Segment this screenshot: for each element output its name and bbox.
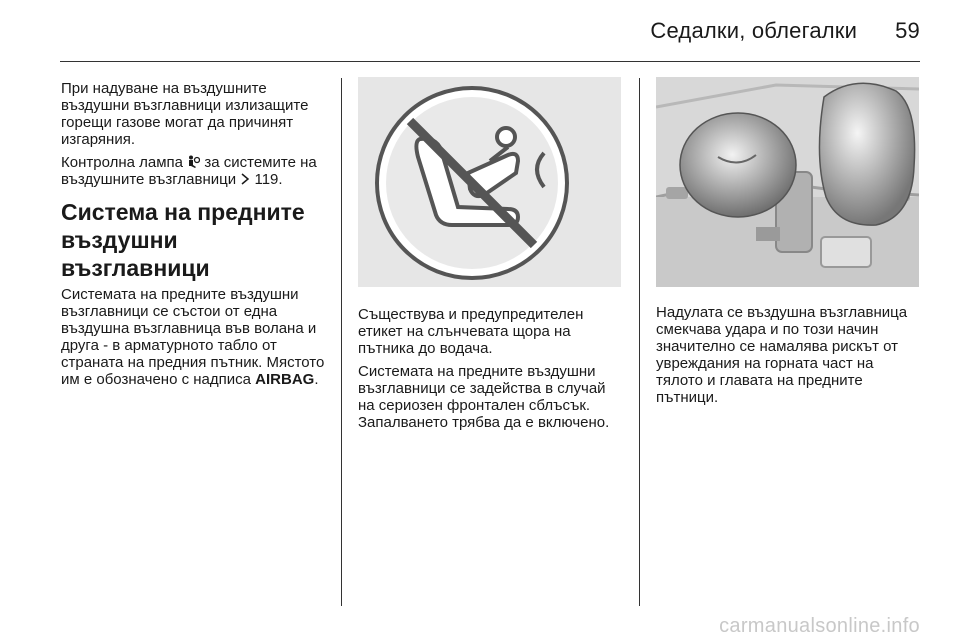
paragraph-system-description: Системата на предните въздушни възглавници се състои от една въздушна възглавница във волана и друга - в арматурното табло от страната на предния пътник. Мястото им е обозначено с надписа AIRBAG. [61, 286, 325, 388]
deployed-airbags-illustration [656, 77, 919, 287]
text-column-2 [358, 306, 626, 437]
header-divider [60, 61, 920, 62]
page-reference-link[interactable]: 119. [254, 171, 283, 188]
column-divider-2 [639, 78, 640, 606]
text-column-3 [656, 304, 924, 412]
page-title: Седалки, облегалки 59 [650, 18, 920, 43]
deployed-airbags-figure [656, 77, 919, 287]
airbag-label: AIRBAG [255, 371, 315, 388]
paragraph-control-lamp: Контролна лампа за системите на въздушните възглавници 119. [61, 154, 317, 188]
section-heading: Система на предните въздушни възглавници [61, 199, 305, 281]
paragraph-warning-label: Съществува и предупредителен етикет на слънчевата щора на пътника до водача. [358, 306, 584, 357]
watermark-url: carmanualsonline.info [719, 615, 920, 637]
text-column-1 [61, 80, 329, 394]
paragraph-burn-warning: При надуване на въздушните въздушни възглавници излизащите горещи газове могат да причинят изгаряния. [61, 80, 309, 148]
page-number: 59 [895, 18, 920, 43]
no-rear-facing-child-seat-icon [358, 77, 621, 287]
paragraph-deployment: Системата на предните въздушни възглавници се задейства в случай на сериозен фронтален сблъсък. Запалването трябва да е включено. [358, 363, 610, 431]
airbag-warning-lamp-icon [187, 155, 200, 169]
warning-label-figure [358, 77, 621, 287]
page-reference-arrow-icon [240, 172, 250, 186]
paragraph-inflated-airbag: Надулата се въздушна възглавница смекчава удара и по този начин значително се намалява рискът от увреждания на горната част на тялото и главата на предните пътници. [656, 304, 908, 406]
column-divider-1 [341, 78, 342, 606]
